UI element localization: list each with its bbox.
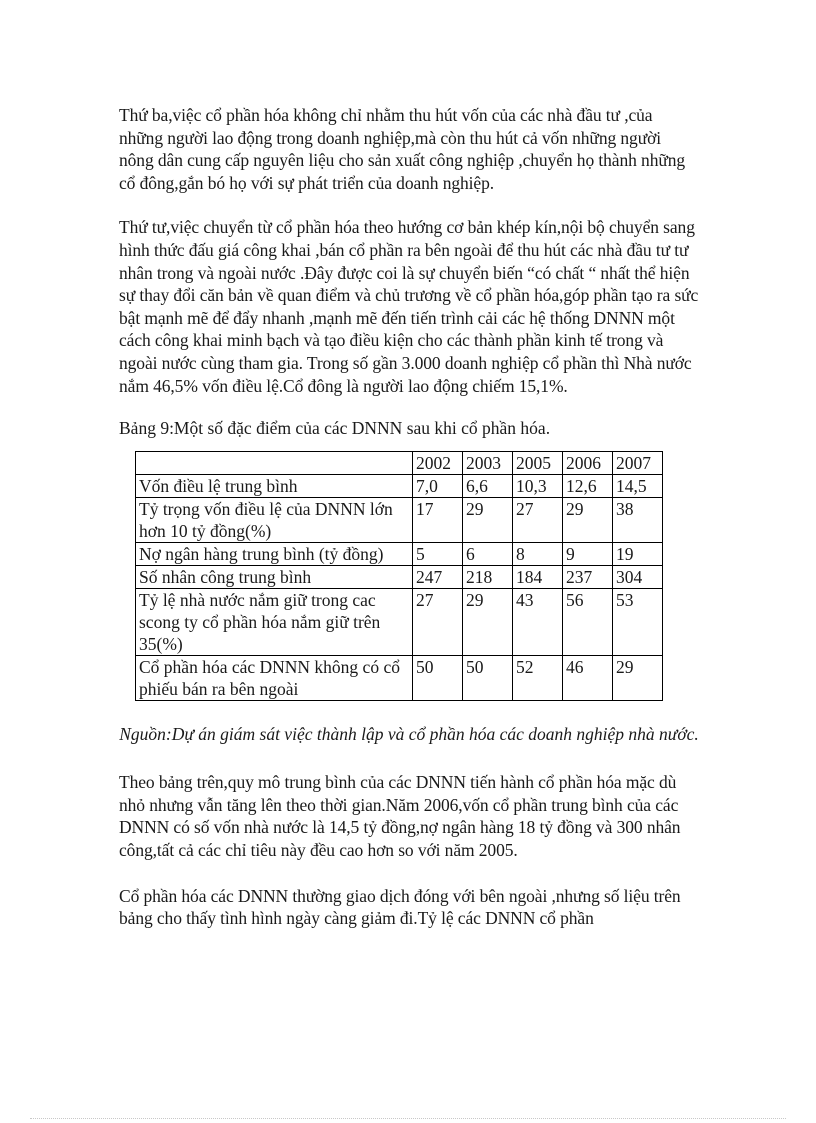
table-source-note: Nguồn:Dự án giám sát việc thành lập và cổ phần hóa các doanh nghiệp nhà nước. (119, 724, 699, 745)
table-cell: 304 (613, 566, 663, 589)
paragraph-analysis: Theo bảng trên,quy mô trung bình của các DNNN tiến hành cổ phần hóa mặc dù nhỏ nhưng vẫn tăng lên theo thời gian.Năm 2006,vốn cổ phần trung bình của các DNNN có số vốn nhà nước là 14,5 tỷ đồng,nợ ngân hàng 18 tỷ đồng và 300 nhân công,tất cả các chỉ tiêu này đều cao hơn so với năm 2005. (119, 772, 681, 860)
table-row (136, 498, 663, 543)
table-cell: 38 (613, 498, 663, 543)
table-row (136, 589, 663, 656)
table-cell: 10,3 (513, 475, 563, 498)
table-row (136, 543, 663, 566)
row-label: Tỷ trọng vốn điều lệ của DNNN lớn hơn 10 tỷ đồng(%) (136, 498, 413, 543)
row-label: Vốn điều lệ trung bình (136, 475, 413, 498)
year-header: 2003 (463, 452, 513, 475)
row-label: Tỷ lệ nhà nước nắm giữ trong cac scong ty cổ phần hóa nắm giữ trên 35(%) (136, 589, 413, 656)
row-label: Nợ ngân hàng trung bình (tỷ đồng) (136, 543, 413, 566)
year-header: 2005 (513, 452, 563, 475)
table-cell: 8 (513, 543, 563, 566)
paragraph-thu-tu: Thứ tư,việc chuyển từ cổ phần hóa theo hướng cơ bản khép kín,nội bộ chuyển sang hình thức đấu giá công khai ,bán cổ phần ra bên ngoài để thu hút các nhà đầu tư tư nhân trong và ngoài nước .Đây được coi là sự chuyển biến “có chất “ nhất thể hiện sự thay đổi căn bản về quan điểm và chủ trương về cổ phần hóa,góp phần tạo ra sức bật mạnh mẽ để đẩy nhanh ,mạnh mẽ đến tiến trình cải các hệ thống DNNN một cách công khai minh bạch và tạo điều kiện cho các thành phần kinh tế trong và ngoài nước cùng tham gia. Trong số gần 3.000 doanh nghiệp cổ phần thì Nhà nước nắm 46,5% vốn điều lệ.Cổ đông là người lao động chiếm 15,1%. (119, 217, 699, 396)
table-cell: 184 (513, 566, 563, 589)
statistics-table (135, 451, 663, 701)
table-cell: 12,6 (563, 475, 613, 498)
table-cell: 50 (463, 656, 513, 701)
table-cell: 50 (413, 656, 463, 701)
table-caption: Bảng 9:Một số đặc điểm của các DNNN sau khi cổ phần hóa. (119, 418, 551, 439)
table-cell: 17 (413, 498, 463, 543)
table-cell: 19 (613, 543, 663, 566)
header-empty-cell (136, 452, 413, 475)
table-cell: 46 (563, 656, 613, 701)
paragraph-trading: Cổ phần hóa các DNNN thường giao dịch đóng với bên ngoài ,nhưng số liệu trên bảng cho thấy tình hình ngày càng giảm đi.Tỷ lệ các DNNN cổ phần (119, 885, 681, 929)
paragraph-thu-ba: Thứ ba,việc cổ phần hóa không chỉ nhằm thu hút vốn của các nhà đầu tư ,của những người lao động trong doanh nghiệp,mà còn thu hút cả vốn những người nông dân cung cấp nguyên liệu cho sản xuất công nghiệp ,chuyển họ thành những cổ đông,gắn bó họ với sự phát triển của doanh nghiệp. (119, 105, 686, 193)
table-cell: 5 (413, 543, 463, 566)
table-cell: 56 (563, 589, 613, 656)
table-cell: 6 (463, 543, 513, 566)
table-cell: 52 (513, 656, 563, 701)
table-cell: 6,6 (463, 475, 513, 498)
table-cell: 27 (413, 589, 463, 656)
table-cell: 237 (563, 566, 613, 589)
table-cell: 218 (463, 566, 513, 589)
table-row (136, 656, 663, 701)
table-row (136, 566, 663, 589)
page-bottom-divider (30, 1118, 786, 1119)
table-cell: 247 (413, 566, 463, 589)
table-cell: 29 (463, 589, 513, 656)
table-cell: 29 (563, 498, 613, 543)
table-cell: 7,0 (413, 475, 463, 498)
row-label: Cổ phần hóa các DNNN không có cổ phiếu bán ra bên ngoài (136, 656, 413, 701)
table-cell: 27 (513, 498, 563, 543)
table-cell: 29 (463, 498, 513, 543)
year-header: 2002 (413, 452, 463, 475)
table-row (136, 475, 663, 498)
table-cell: 53 (613, 589, 663, 656)
table-cell: 9 (563, 543, 613, 566)
table-cell: 14,5 (613, 475, 663, 498)
table-cell: 29 (613, 656, 663, 701)
year-header: 2007 (613, 452, 663, 475)
table-cell: 43 (513, 589, 563, 656)
row-label: Số nhân công trung bình (136, 566, 413, 589)
document-page (119, 104, 699, 930)
table-header-row (136, 452, 663, 475)
year-header: 2006 (563, 452, 613, 475)
